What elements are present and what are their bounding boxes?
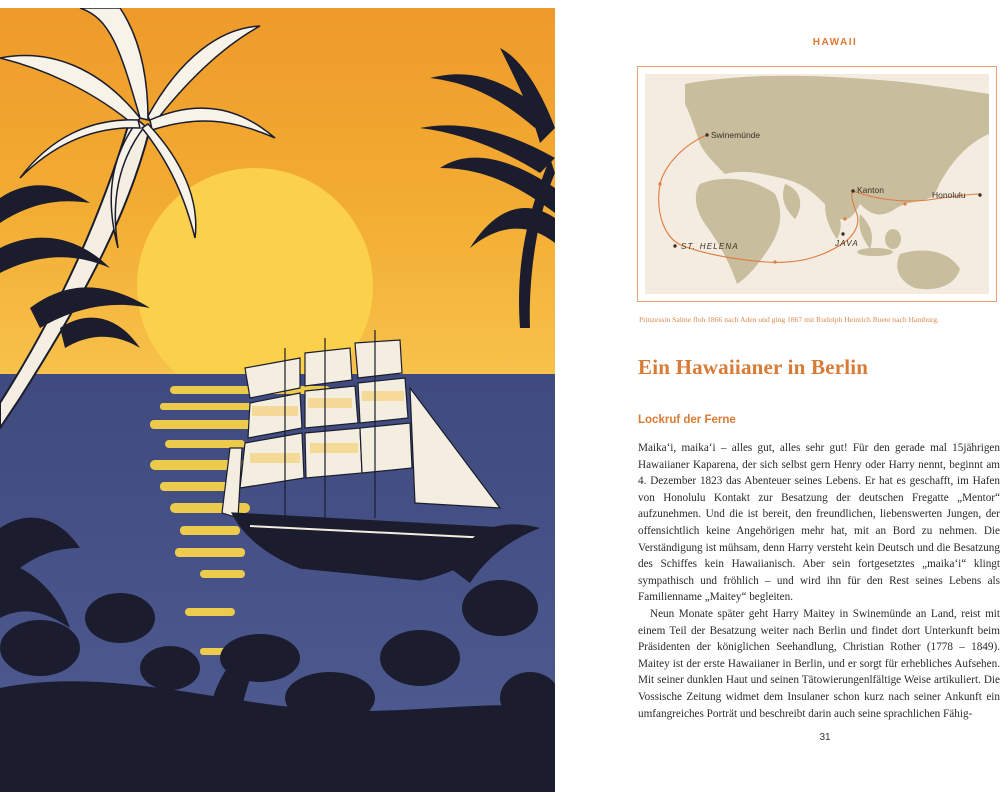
map-label-swinemuende: Swinemünde — [711, 130, 761, 140]
map-label-kanton: Kanton — [857, 185, 884, 195]
ship-sunset-illustration — [0, 8, 555, 792]
section-title: Lockruf der Ferne — [638, 414, 736, 426]
route-map-svg — [645, 74, 989, 294]
body-text — [638, 440, 1000, 722]
page-number: 31 — [819, 732, 831, 743]
map-label-st-helena: ST. HELENA — [681, 242, 739, 251]
route-map — [637, 66, 997, 302]
illustration-svg — [0, 8, 555, 792]
map-label-honolulu: Honolulu — [932, 190, 966, 200]
map-caption: Prinzessin Salme floh 1866 nach Aden und ging 1867 mit Rudolph Heinrich Ruete nach Hamburg. — [639, 315, 939, 324]
body-paragraph-1: Maika‘i, maika‘i – alles gut, alles sehr gut! Für den gerade mal 15jährigen Hawaiianer Kaparena, der sich selbst gern Henry oder Harry nennt, beginnt am 4. Dezember 1823 das Abenteuer seines Lebens. Er hat es geschafft, im Hafen von Honolulu Kontakt zur Besatzung der deutschen Fregatte „Mentor“ aufzunehmen. Und die ist bereit, den freundlichen, liebenswerten Jungen, der offensichtlich keine Angehörigen mehr hat, mit an Bord zu nehmen. Die Verständigung ist mühsam, denn Harry versteht kein Deutsch und die Besatzung des Schiffes kein Hawaiianisch. Aber sein fortgesetztes „maika‘i“ klingt sympathisch und fröhlich – und wird ihn für den Rest seines Lebens als Familienname „Maitey“ begleiten. — [638, 442, 1000, 604]
map-label-java: JAVA — [835, 239, 859, 248]
body-paragraph-2: Neun Monate später geht Harry Maitey in Swinemünde an Land, reist mit einem Teil der Besatzung weiter nach Berlin und findet dort Unterkunft beim Präsidenten der königlichen Seehandlung, Christian Rother (1778 – 1849). Maitey ist der erste Hawaiianer in Berlin, und er sorgt für erhebliches Aufsehen. Mit seiner dunklen Haut und seinen Tätowierungenlfältige Weise artikuliert. Die Vossische Zeitung widmet dem Insulaner schon kurz nach seiner Ankunft ein umfangreiches Porträt und beschreibt darin auch seine sprachlichen Fähig- — [638, 607, 1000, 720]
chapter-title: Ein Hawaiianer in Berlin — [638, 355, 869, 379]
text-page — [555, 0, 1000, 800]
running-head: HAWAII — [812, 37, 858, 48]
